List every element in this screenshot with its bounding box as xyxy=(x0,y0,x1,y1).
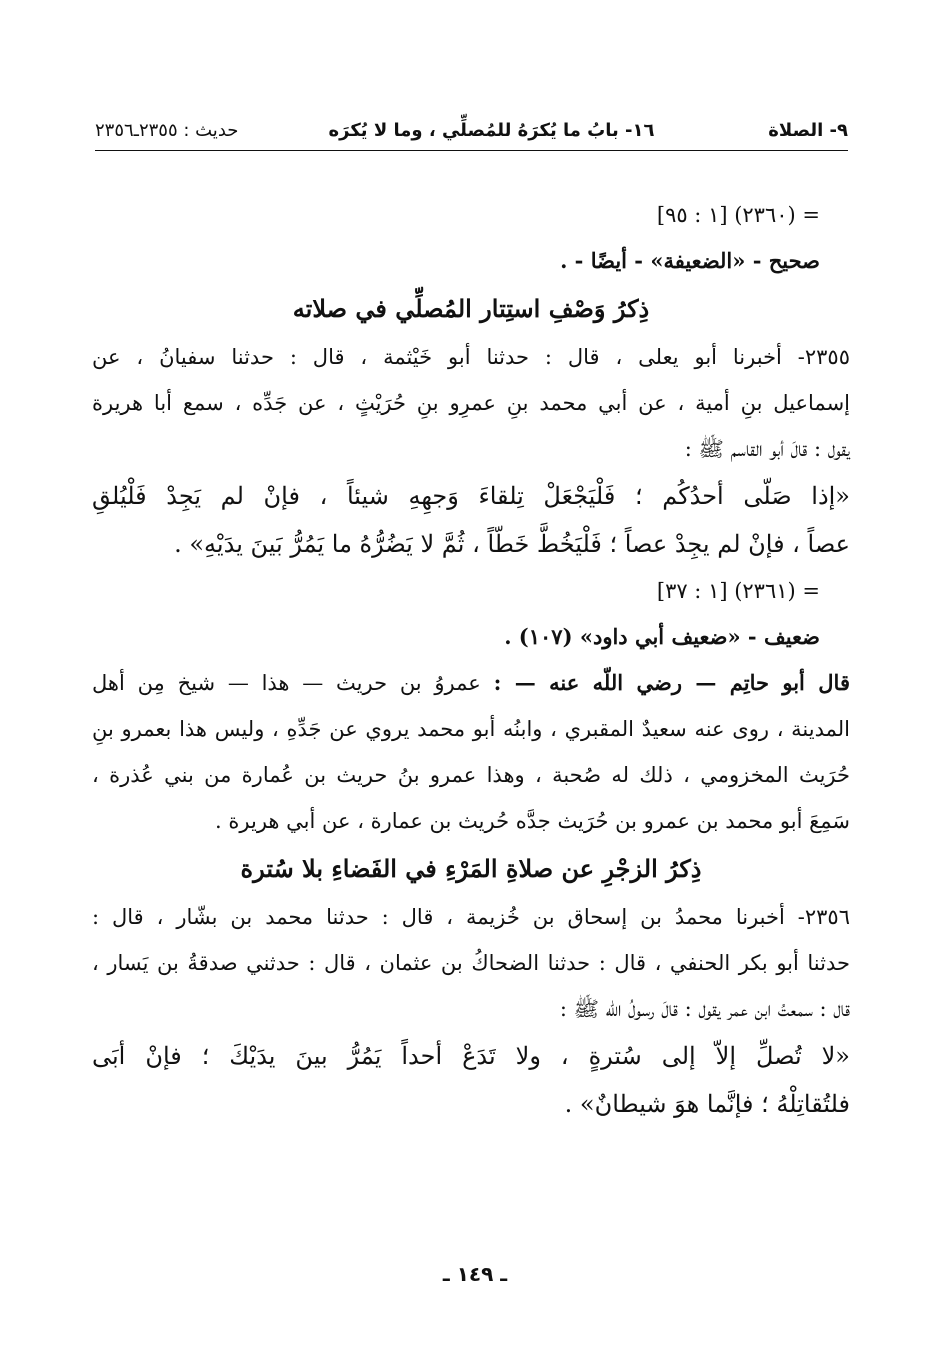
isnad-line: قال : سمعتُ ابن عمر يقول : قالَ رسولُ اللّه ﷺ : xyxy=(559,997,850,1021)
running-head-bab: ١٦- بابُ ما يُكرَهُ للمُصلِّي ، وما لا يُكرَه xyxy=(328,119,655,141)
page-body xyxy=(92,192,850,1128)
isnad-line: حدثنا أبو بكر الحنفي ، قال : حدثنا الضحاكُ بن عثمان ، قال : حدثني صدقةُ بن يَسار ، xyxy=(92,951,850,975)
hadith-reference: = (٢٣٦١) [١ : ٣٧] xyxy=(656,579,820,603)
hadith-grade: ضعيف - «ضعيف أبي داود» (١٠٧) . xyxy=(504,624,820,649)
page-number: ـ ١٤٩ ـ xyxy=(442,1262,508,1286)
comment-lead: قال أبو حاتِم — رضي اللّه عنه — : xyxy=(493,670,850,695)
isnad-line: ٢٣٥٦- أخبرنا محمدُ بن إسحاق بن خُزيمة ، قال : حدثنا محمد بن بشّار ، قال : xyxy=(92,905,850,929)
comment-line: سَمِعَ أبو محمد بن عمرو بن حُرَيث جدَّه حُريث بن عمارة ، عن أبي هريرة . xyxy=(215,809,850,833)
isnad-line: ٢٣٥٥- أخبرنا أبو يعلى ، قال : حدثنا أبو خَيْثمة ، قال : حدثنا سفيانُ ، عن xyxy=(92,345,850,369)
section-heading-2: ذِكرُ الزجْرِ عن صلاةِ المَرْءِ في الفَضاءِ بلا سُترة xyxy=(240,854,702,883)
header-rule xyxy=(95,150,848,151)
running-head-chapter: ٩- الصلاة xyxy=(768,119,848,141)
section-heading-1: ذِكرُ وَصْفِ استِتار المُصلِّي في صلاته xyxy=(292,294,650,323)
comment-text: عمروُ بن حريث — هذا — شيخ مِن أهل xyxy=(92,671,481,695)
matn-line: عصاً ، فإنْ لم يجِدْ عصاً ؛ فَلْيَخُطَّ خَطّاً ، ثُمَّ لا يَضُرُّهُ ما يَمُرُّ بَينَ يدَيْهِ» . xyxy=(174,530,850,558)
matn-line: فلتُقاتِلْهُ ؛ فإنَّما هوَ شيطانٌ» . xyxy=(564,1090,850,1118)
prev-grade: صحيح - «الضعيفة» - أيضًا - . xyxy=(560,248,820,273)
matn-line: «إذا صَلّى أحدُكُم ؛ فَلْيَجْعَلْ تِلقاءَ وَجهِهِ شيئاً ، فإنْ لم يَجِدْ فَلْيُلقِ xyxy=(92,482,850,510)
comment-line: حُرَيث المخزومي ، ذلك له صُحبة ، وهذا عمرو بنُ حريث بن عُمارة من بني عُذرة ، xyxy=(92,763,850,787)
running-head xyxy=(95,113,848,147)
isnad-line: إسماعيل بنِ أمية ، عن أبي محمد بنِ عمرِو بنِ حُرَيْثٍ ، عن جَدِّه ، سمع أبا هريرة xyxy=(92,391,850,415)
comment-line xyxy=(92,660,850,706)
running-head-hadith-range: حديث : ٢٣٥٥ـ٢٣٥٦ xyxy=(95,119,239,141)
matn-line: «لا تُصلِّ إلاّ إلى سُترةٍ ، ولا تَدَعْ أحداً يَمُرُّ بينَ يدَيْكَ ؛ فإنْ أبَى xyxy=(92,1042,850,1070)
isnad-line: يقول : قالَ أبو القاسم ﷺ : xyxy=(684,437,850,461)
prev-reference: = (٢٣٦٠) [١ : ٩٥] xyxy=(656,203,820,227)
comment-line: المدينة ، روى عنه سعيدٌ المقبري ، وابنُه أبو محمد يروي عن جَدِّهِ ، وليس هذا بعمرو بنِ xyxy=(92,717,850,741)
